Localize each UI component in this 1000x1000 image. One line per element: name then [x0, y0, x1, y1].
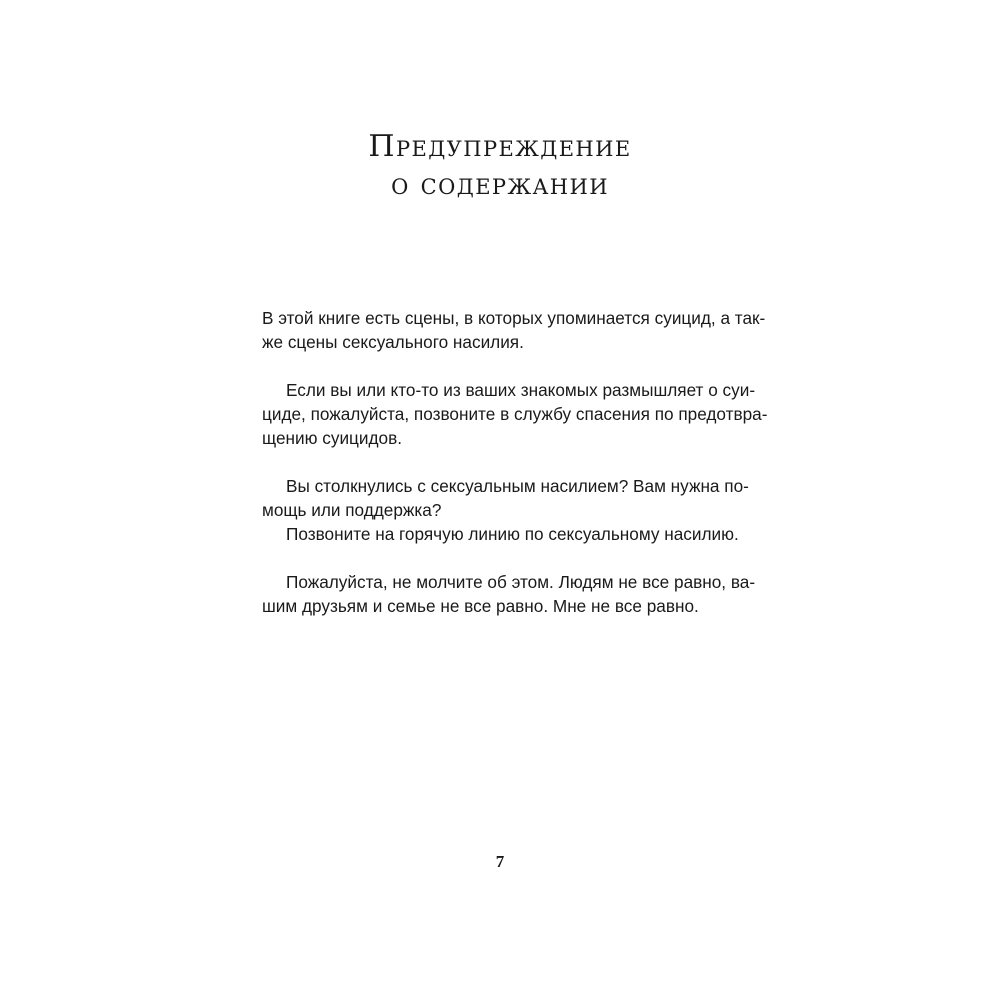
text-line: щению суицидов. [262, 428, 402, 448]
paragraph-1 [262, 306, 766, 354]
text-line: же сцены сексуального насилия. [262, 332, 524, 352]
paragraph-gap [262, 546, 740, 570]
paragraph-2 [262, 378, 768, 450]
page-title [0, 128, 1000, 204]
text-line: Позвоните на горячую линию по сексуальному насилию. [286, 524, 739, 544]
text-line: циде, пожалуйста, позвоните в службу спасения по предотвра- [262, 404, 768, 424]
paragraph-4 [262, 522, 740, 546]
text-line: мощь или поддержка? [262, 500, 442, 520]
paragraph-5 [262, 570, 756, 618]
title-line-2: о содержании [391, 167, 609, 202]
paragraph-gap [262, 354, 740, 378]
title-line-1: Предупреждение [368, 129, 632, 164]
page-number: 7 [495, 852, 505, 871]
text-line: Вы столкнулись с сексуальным насилием? Вам нужна по- [286, 476, 749, 496]
paragraph-3 [262, 474, 749, 522]
text-line: Пожалуйста, не молчите об этом. Людям не все равно, ва- [286, 572, 756, 592]
text-line: Если вы или кто-то из ваших знакомых размышляет о суи- [286, 380, 756, 400]
content-warning-text [262, 306, 768, 618]
text-line: шим друзьям и семье не все равно. Мне не все равно. [262, 596, 699, 616]
text-line: В этой книге есть сцены, в которых упоминается суицид, а так- [262, 308, 766, 328]
paragraph-gap [262, 450, 740, 474]
